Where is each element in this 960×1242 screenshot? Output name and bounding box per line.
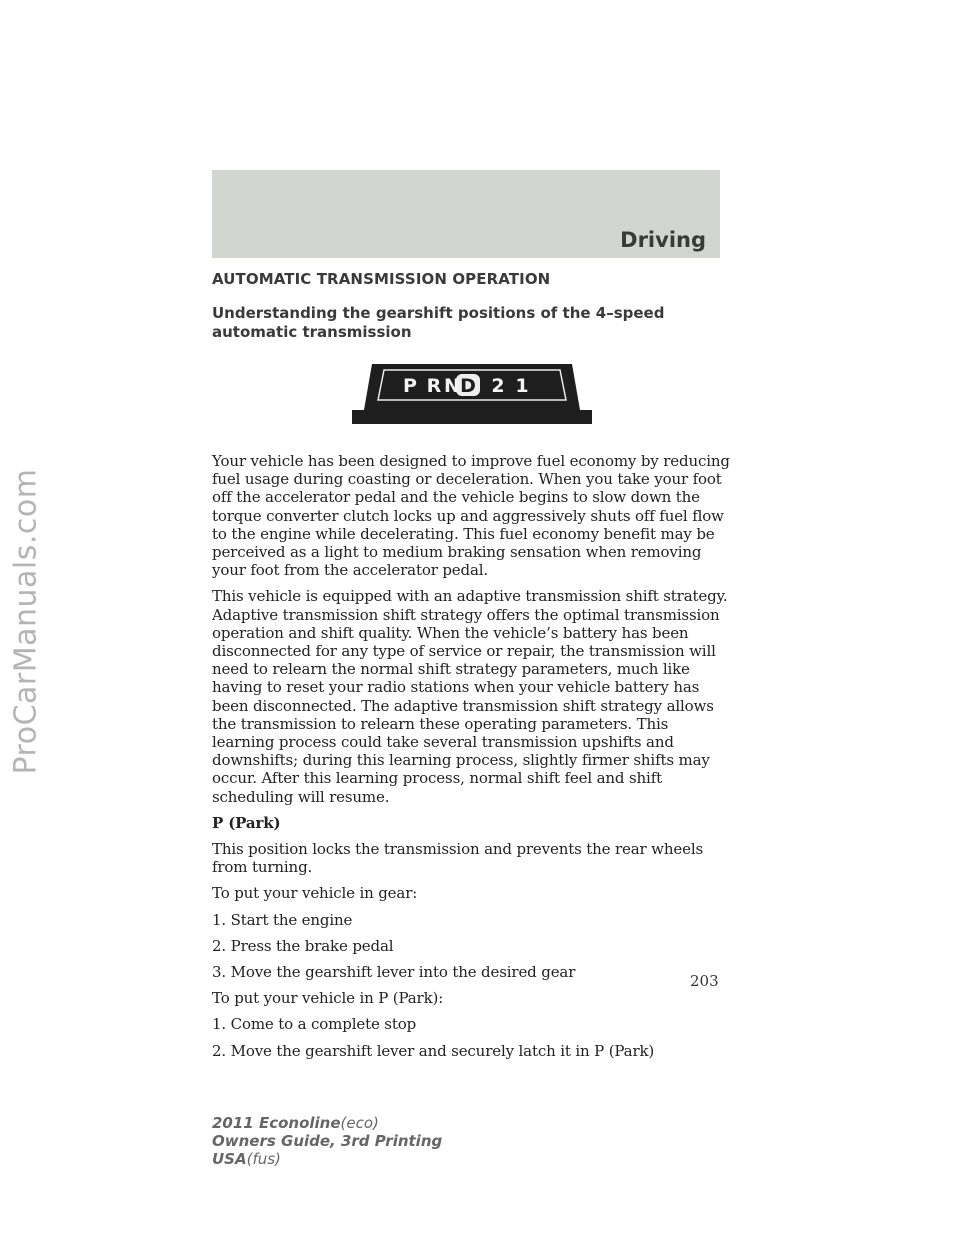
gear-indicator-base xyxy=(352,410,592,424)
footer-model-code: (eco) xyxy=(340,1114,379,1132)
gear-letter-d: D xyxy=(460,375,476,397)
gear-indicator-graphic xyxy=(352,360,592,430)
gear-letter-r: R xyxy=(426,375,442,397)
park-instructions-intro: To put your vehicle in P (Park): xyxy=(212,989,444,1008)
footer-line-guide xyxy=(212,1132,442,1150)
footer-line-region xyxy=(212,1150,442,1168)
list-item: 1. Come to a complete stop xyxy=(212,1015,417,1034)
page-content xyxy=(212,270,732,1068)
watermark xyxy=(4,0,48,1242)
section-header-band xyxy=(212,170,720,258)
list-item: 2. Press the brake pedal xyxy=(212,936,394,955)
page-number: 203 xyxy=(690,972,719,990)
list-item: 2. Move the gearshift lever and securely latch it in P (Park) xyxy=(212,1041,655,1060)
section-title: Driving xyxy=(620,228,706,252)
footer-model: 2011 Econoline xyxy=(212,1114,341,1132)
footer xyxy=(212,1114,442,1168)
gear-letter-n: N xyxy=(444,375,460,397)
gear-letter-1: 1 xyxy=(515,375,529,397)
page-subheading: Understanding the gearshift positions of the 4–speed automatic transmission xyxy=(212,304,665,341)
list-item: 3. Move the gearshift lever into the desired gear xyxy=(212,963,576,982)
paragraph-fuel-economy: Your vehicle has been designed to improve fuel economy by reducing fuel usage during coasting or deceleration. When you take your foot off the accelerator pedal and the vehicle begins to slow down the torque converter clutch locks up and aggressively shuts off fuel flow to the engine while decelerating. This fuel economy benefit may be perceived as a light to medium braking sensation when removing your foot from the accelerator pedal. xyxy=(212,452,730,580)
gear-letter-p: P xyxy=(403,375,417,397)
paragraph-park-description: This position locks the transmission and prevents the rear wheels from turning. xyxy=(212,840,704,877)
watermark-text: ProCarManuals.com xyxy=(8,467,44,775)
gear-instructions-intro: To put your vehicle in gear: xyxy=(212,884,418,903)
footer-region: USA xyxy=(212,1150,247,1168)
paragraph-adaptive-shift: This vehicle is equipped with an adaptive transmission shift strategy. Adaptive transmission shift strategy offers the optimal transmission operation and shift quality. When the vehicle’s battery has been disconnected for any type of service or repair, the transmission will need to relearn the normal shift strategy parameters, much like having to reset your radio stations when your vehicle battery has been disconnected. The adaptive transmission shift strategy allows the transmission to relearn these operating parameters. This learning process could take several transmission upshifts and downshifts; during this learning process, slightly firmer shifts may occur. After this learning process, normal shift feel and shift scheduling will resume. xyxy=(212,587,728,806)
footer-guide: Owners Guide, 3rd Printing xyxy=(212,1132,443,1150)
page-heading: AUTOMATIC TRANSMISSION OPERATION xyxy=(212,270,551,288)
footer-line-model xyxy=(212,1114,442,1132)
list-item: 1. Start the engine xyxy=(212,910,353,929)
park-subheading: P (Park) xyxy=(212,813,281,832)
footer-region-code: (fus) xyxy=(246,1150,281,1168)
gear-letter-2: 2 xyxy=(491,375,505,397)
gear-indicator-figure xyxy=(212,360,732,430)
